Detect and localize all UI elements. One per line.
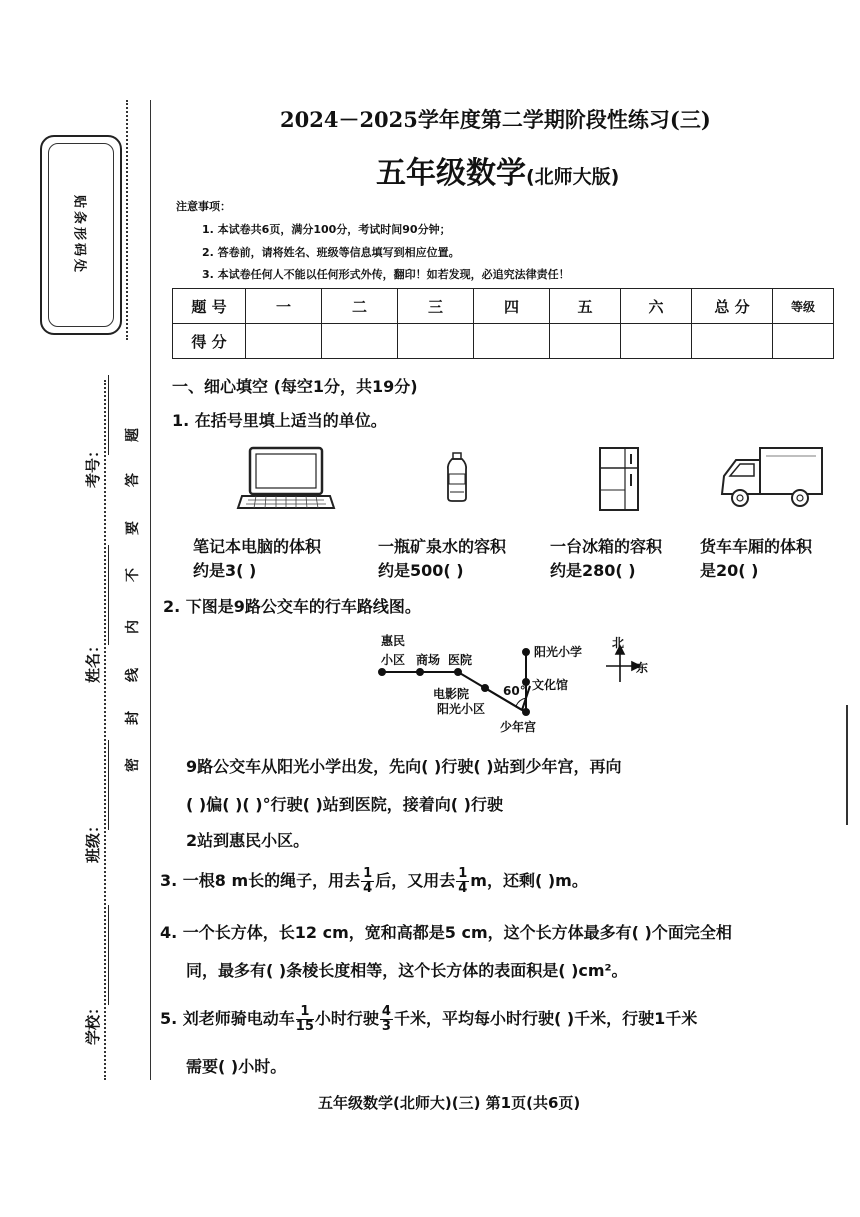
score-header-cell: 五 xyxy=(550,289,621,324)
q2-line2[interactable]: ( )偏( )( )°行驶( )站到医院，接着向( )行驶 xyxy=(186,795,503,814)
truck-icon xyxy=(718,446,826,512)
grade-cell[interactable] xyxy=(773,324,834,359)
score-header-cell: 四 xyxy=(474,289,550,324)
map-label-palace: 少年宫 xyxy=(500,720,537,734)
class-line[interactable] xyxy=(108,740,109,830)
q5-text-a: 5. 刘老师骑电动车 xyxy=(160,1009,295,1028)
subject-title xyxy=(376,148,619,192)
fraction-one-fifteenth: $\frac{1}{15}$ xyxy=(295,1004,314,1034)
seal-char: 封 xyxy=(125,711,141,725)
q3[interactable] xyxy=(160,866,588,896)
score-cell[interactable] xyxy=(474,324,550,359)
section-1-title: 一、细心填空 (每空1分，共19分) xyxy=(172,377,418,396)
seal-char: 要 xyxy=(125,521,141,535)
q3-text-b: 后，又用去 xyxy=(375,871,456,890)
q5-line2[interactable]: 需要( )小时。 xyxy=(186,1057,287,1076)
score-cell[interactable] xyxy=(621,324,692,359)
fraction-one-quarter-m: $\frac{1}{4}$ xyxy=(458,866,468,896)
field-label-school: 学校： xyxy=(84,999,103,1046)
binding-dotted-line-right xyxy=(150,100,151,1080)
seal-char: 线 xyxy=(125,668,141,682)
map-label-cinema: 电影院 xyxy=(433,687,470,701)
water-bottle-icon xyxy=(444,452,470,502)
q1-item-blank[interactable]: 约是500( ) xyxy=(378,561,464,580)
score-value-row xyxy=(173,324,834,359)
notice-item: 3. 本试卷任何人不能以任何形式外传，翻印！如若发现，必追究法律责任！ xyxy=(202,268,570,281)
map-label-community: 阳光小区 xyxy=(437,702,486,716)
score-header-cell: 三 xyxy=(398,289,474,324)
seal-char: 内 xyxy=(125,620,141,634)
map-label-market: 商场 xyxy=(416,653,441,667)
q3-text-c: m，还剩( )m。 xyxy=(470,871,588,890)
score-table xyxy=(172,288,834,359)
q4-line1[interactable]: 4. 一个长方体，长12 cm，宽和高都是5 cm，这个长方体最多有( )个面完全相 xyxy=(160,923,732,942)
q3-text-a: 3. 一根8 m长的绳子，用去 xyxy=(160,871,361,890)
notice-item: 2. 答卷前，请将姓名、班级等信息填写到相应位置。 xyxy=(202,246,460,259)
map-label-huimin: 惠民 xyxy=(381,634,406,648)
q1-item-line1: 一瓶矿泉水的容积 xyxy=(378,537,507,556)
exam-title: 2024－2025学年度第二学期阶段性练习(三) xyxy=(280,107,711,132)
score-header-cell: 题 号 xyxy=(173,289,246,324)
name-line[interactable] xyxy=(108,545,109,645)
q2-line3: 2站到惠民小区。 xyxy=(186,831,310,850)
map-label-angle: 60° xyxy=(503,684,526,698)
score-header-row xyxy=(173,289,834,324)
score-header-cell: 二 xyxy=(322,289,398,324)
q1-item-line1: 笔记本电脑的体积 xyxy=(193,537,322,556)
q5-line1[interactable] xyxy=(160,1004,697,1034)
map-label-north: 北 xyxy=(612,636,625,650)
score-cell[interactable] xyxy=(692,324,773,359)
map-label-xiaoqu: 小区 xyxy=(381,653,406,667)
field-label-exam-number: 考号： xyxy=(84,442,103,489)
q1-item-truck xyxy=(700,535,812,583)
map-label-hospital: 医院 xyxy=(448,653,473,667)
score-header-cell: 一 xyxy=(246,289,322,324)
right-edge-mark xyxy=(846,705,848,825)
exam-number-line[interactable] xyxy=(108,375,109,455)
q1-item-laptop xyxy=(193,535,321,583)
q1-item-blank[interactable]: 约是280( ) xyxy=(550,561,636,580)
score-header-cell: 六 xyxy=(621,289,692,324)
notice-item: 1. 本试卷共6页，满分100分，考试时间90分钟； xyxy=(202,223,451,236)
score-cell[interactable] xyxy=(550,324,621,359)
binding-dotted-line-top xyxy=(126,100,128,340)
q2-stem: 2. 下图是9路公交车的行车路线图。 xyxy=(163,597,421,616)
q5-text-c: 千米，平均每小时行驶( )千米，行驶1千米 xyxy=(393,1009,698,1028)
fraction-one-quarter: $\frac{1}{4}$ xyxy=(363,866,373,896)
q1-stem: 1. 在括号里填上适当的单位。 xyxy=(172,411,387,430)
score-cell[interactable] xyxy=(398,324,474,359)
q4-line2[interactable]: 同，最多有( )条棱长度相等，这个长方体的表面积是( )cm²。 xyxy=(186,961,628,980)
q1-item-water xyxy=(378,535,506,583)
score-row-label: 得 分 xyxy=(173,324,246,359)
fraction-four-thirds: $\frac{4}{3}$ xyxy=(381,1004,391,1034)
seal-char: 题 xyxy=(125,428,141,442)
seal-char: 答 xyxy=(125,473,141,487)
seal-char: 密 xyxy=(125,758,141,772)
subject-edition: (北师大版) xyxy=(526,166,620,188)
notice-heading: 注意事项： xyxy=(176,200,231,213)
school-line[interactable] xyxy=(108,905,109,1005)
map-label-culture: 文化馆 xyxy=(532,678,569,692)
q1-item-blank[interactable]: 约是3( ) xyxy=(193,561,257,580)
binding-dotted-line xyxy=(104,380,106,1080)
score-cell[interactable] xyxy=(322,324,398,359)
barcode-sticker-label: 贴条形码处 xyxy=(71,194,87,276)
barcode-sticker-box xyxy=(40,135,122,335)
page-footer: 五年级数学(北师大)(三) 第1页(共6页) xyxy=(318,1094,581,1112)
score-header-cell: 总 分 xyxy=(692,289,773,324)
refrigerator-icon xyxy=(597,446,641,512)
field-label-class: 班级： xyxy=(84,817,103,864)
q1-item-line1: 一台冰箱的容积 xyxy=(550,537,663,556)
score-cell[interactable] xyxy=(246,324,322,359)
subject-main: 五年级数学 xyxy=(376,156,526,191)
field-label-name: 姓名： xyxy=(84,637,103,684)
seal-char: 不 xyxy=(125,568,141,582)
grade-header-cell: 等级 xyxy=(773,289,834,324)
q1-item-line1: 货车车厢的体积 xyxy=(700,537,813,556)
map-label-east: 东 xyxy=(636,661,649,675)
map-label-school: 阳光小学 xyxy=(534,645,583,659)
q2-line1[interactable]: 9路公交车从阳光小学出发，先向( )行驶( )站到少年宫，再向 xyxy=(186,757,622,776)
q1-item-blank[interactable]: 是20( ) xyxy=(700,561,759,580)
q5-text-b: 小时行驶 xyxy=(314,1009,379,1028)
q1-item-fridge xyxy=(550,535,662,583)
laptop-icon xyxy=(236,444,336,514)
